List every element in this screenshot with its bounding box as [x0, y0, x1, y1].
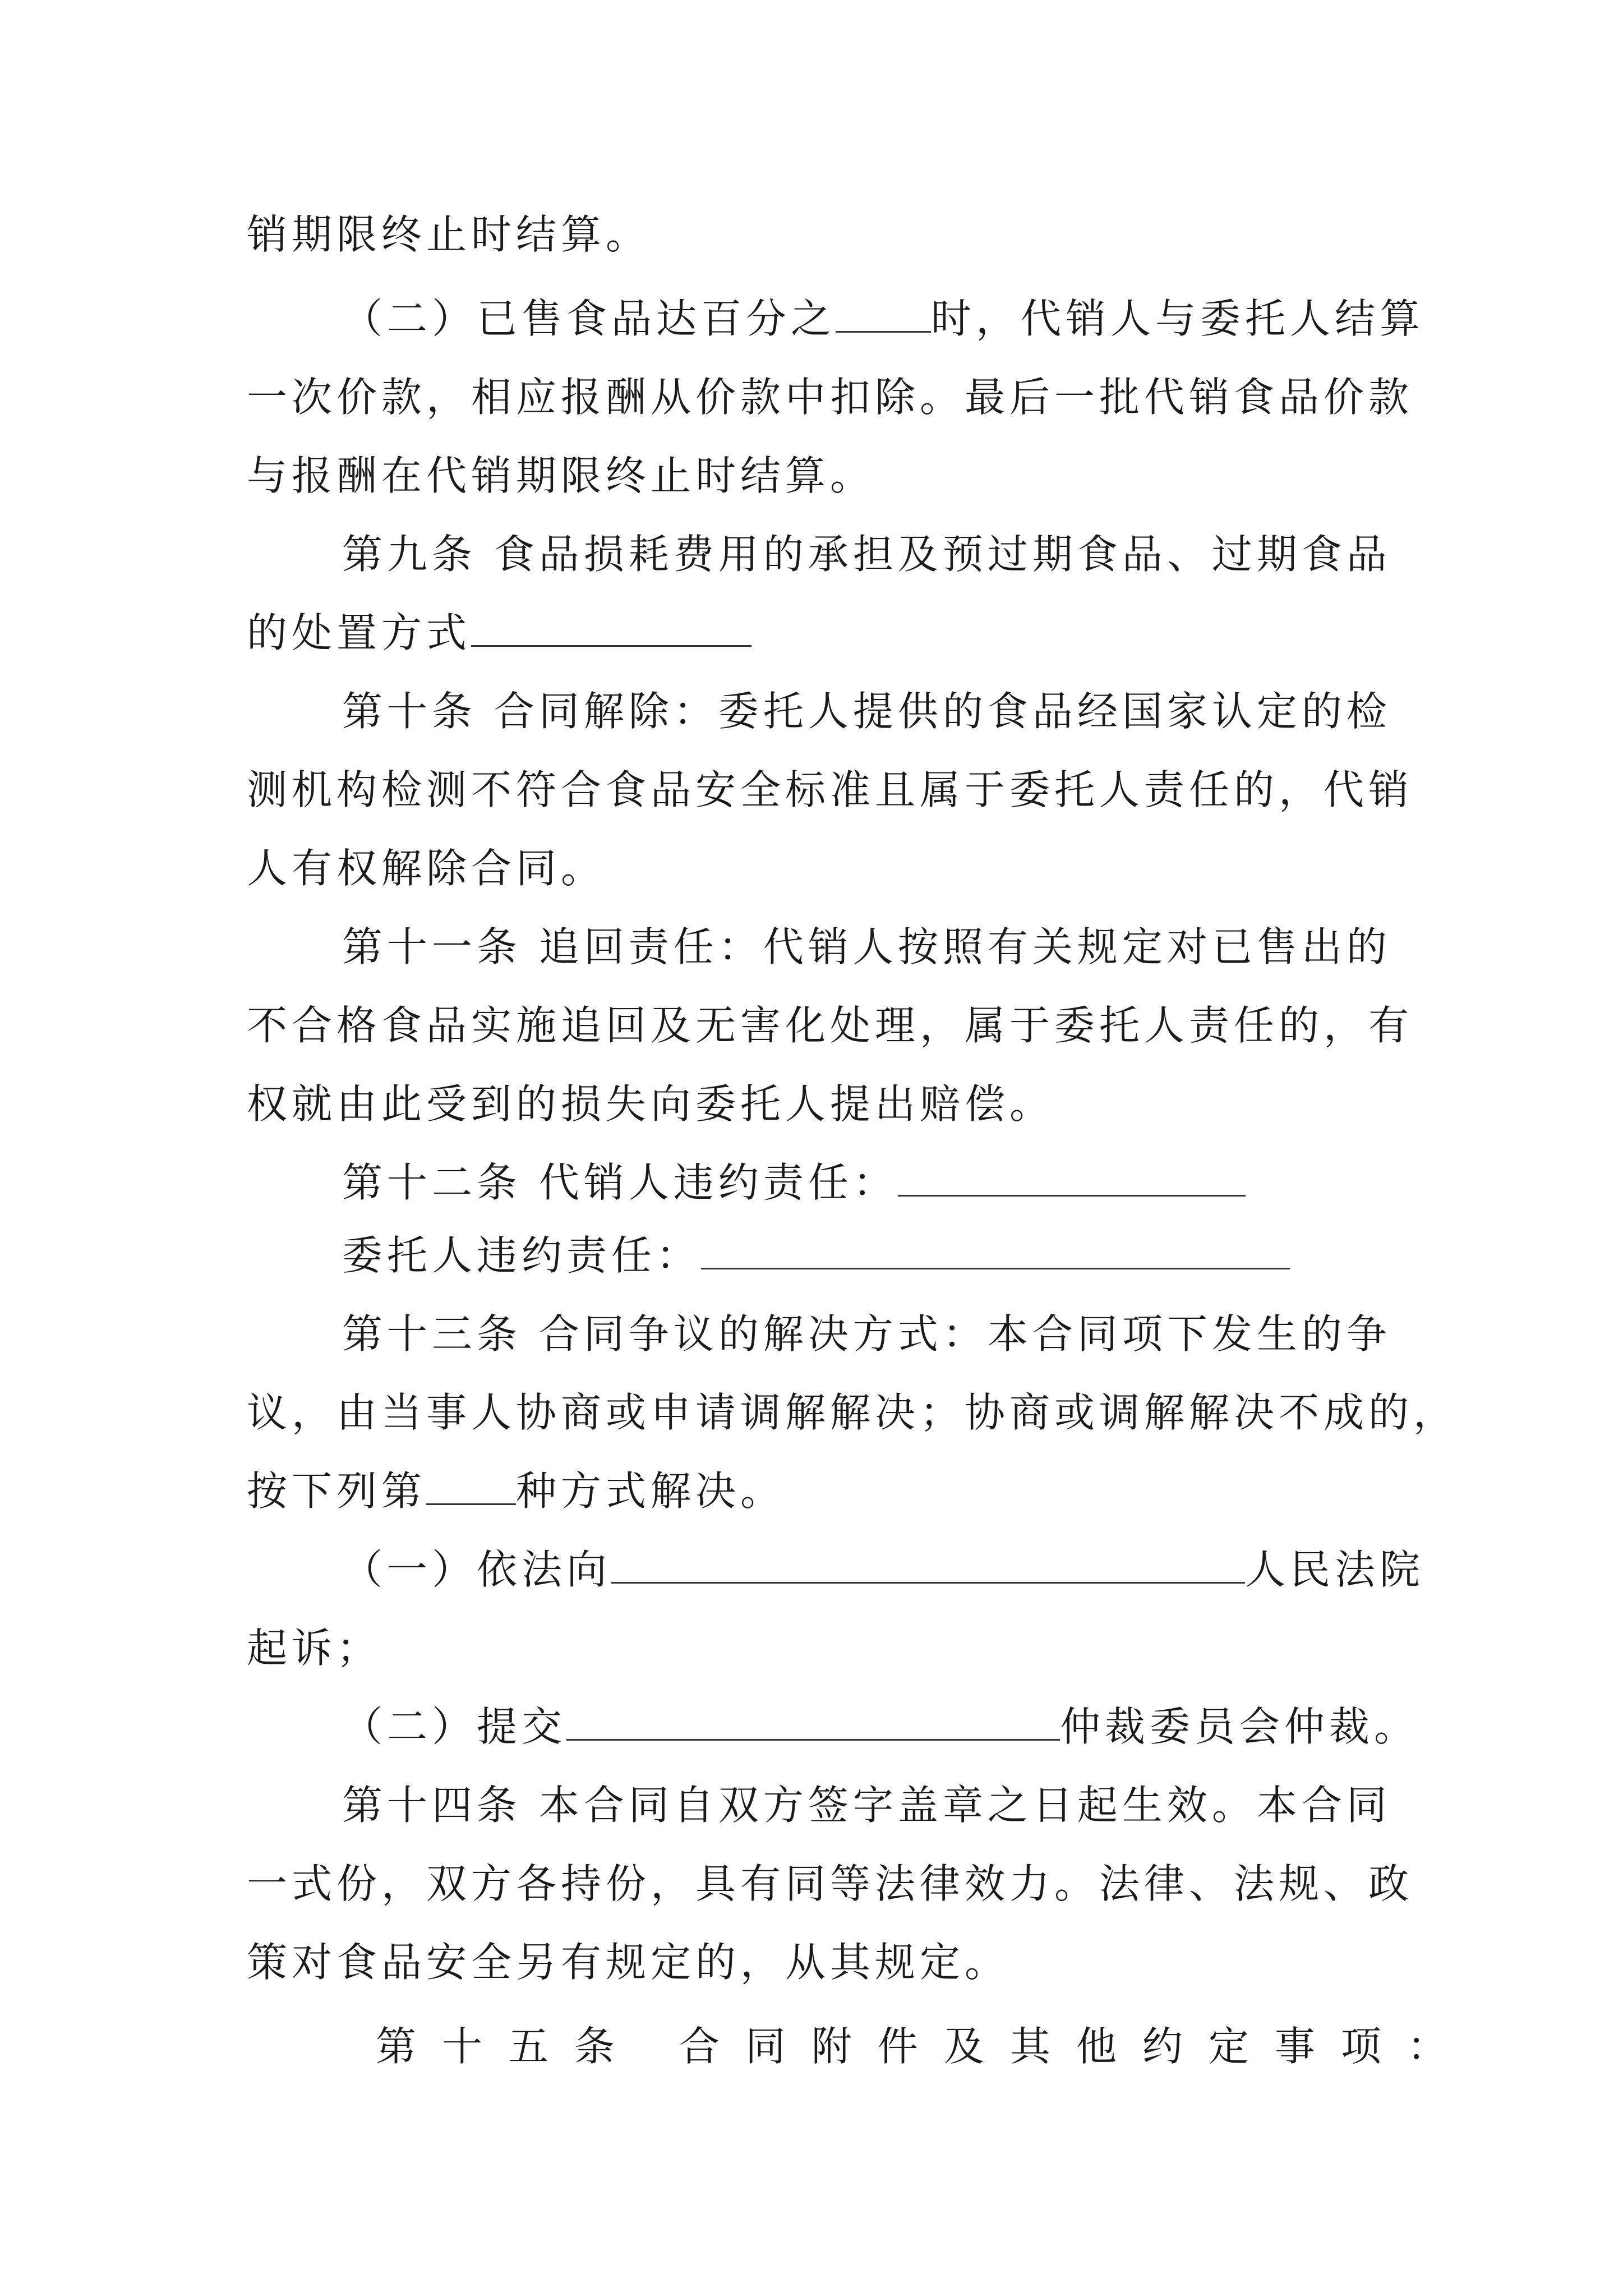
- text-segment: 委托人违约责任：: [342, 1232, 702, 1279]
- paragraph-line: [247, 370, 1414, 424]
- fill-in-blank: [426, 1464, 516, 1505]
- paragraph-line: [342, 1700, 1486, 1754]
- text-segment: 起诉；: [247, 1625, 382, 1672]
- paragraph-line: [342, 292, 1486, 346]
- paragraph-line: [342, 920, 1486, 974]
- text-segment: 第九条 食品损耗费用的承担及预过期食品、过期食品: [342, 531, 1391, 578]
- paragraph-line: [247, 763, 1414, 817]
- paragraph-line: [247, 1077, 1391, 1131]
- fill-in-blank: [566, 1700, 1060, 1741]
- text-segment: 仲裁委员会仲裁。: [1060, 1703, 1419, 1750]
- paragraph-line: [247, 1857, 1414, 1911]
- fill-in-blank: [898, 1156, 1246, 1197]
- fill-in-blank: [471, 606, 751, 647]
- text-segment: （一）依法向: [342, 1546, 612, 1593]
- text-segment: 策对食品安全另有规定的，从其规定。: [247, 1939, 1010, 1986]
- text-segment: 种方式解决。: [516, 1467, 786, 1515]
- text-segment: 议，由当事人协商或申请调解解决；协商或调解解决不成的，: [247, 1389, 1459, 1436]
- paragraph-line: [342, 1228, 1486, 1282]
- text-segment: 第十一条 追回责任：代销人按照有关规定对已售出的: [342, 923, 1391, 970]
- text-segment: 销期限终止时结算。: [247, 211, 651, 258]
- text-segment: 与报酬在代销期限终止时结算。: [247, 452, 875, 499]
- text-segment: 的处置方式: [247, 609, 472, 656]
- text-segment: 按下列第: [247, 1467, 427, 1515]
- text-segment: 一式份，双方各持份，具有同等法律效力。法律、法规、政: [247, 1860, 1414, 1907]
- paragraph-line: [342, 1543, 1486, 1596]
- text-segment: （二）已售食品达百分之: [342, 295, 836, 342]
- fill-in-blank: [836, 292, 931, 333]
- paragraph-line: [247, 449, 1391, 503]
- text-segment: （二）提交: [342, 1703, 567, 1750]
- paragraph-line: [247, 606, 1391, 660]
- text-segment: 一次价款，相应报酬从价款中扣除。最后一批代销食品价款: [247, 374, 1414, 421]
- text-segment: 时，代销人与委托人结算: [931, 295, 1425, 342]
- text-segment: 人民法院: [1245, 1546, 1425, 1593]
- paragraph-line: [247, 1621, 1391, 1675]
- text-segment: 不合格食品实施追回及无害化处理，属于委托人责任的，有: [247, 1002, 1414, 1049]
- text-segment: 第十四条 本合同自双方签字盖章之日起生效。本合同: [342, 1782, 1391, 1829]
- text-segment: 第十二条 代销人违约责任：: [342, 1159, 898, 1206]
- paragraph-line: [376, 2019, 1520, 2073]
- paragraph-line: [342, 684, 1486, 738]
- paragraph-line: [247, 1386, 1459, 1439]
- fill-in-blank: [701, 1228, 1290, 1269]
- paragraph-line: [342, 1156, 1486, 1209]
- paragraph-line: [247, 208, 1391, 261]
- paragraph-line: [247, 1464, 1391, 1518]
- paragraph-line: [342, 1778, 1486, 1832]
- fill-in-blank: [611, 1543, 1245, 1584]
- text-segment: 第十三条 合同争议的解决方式：本合同项下发生的争: [342, 1310, 1391, 1358]
- text-segment: 测机构检测不符合食品安全标准且属于委托人责任的，代销: [247, 766, 1414, 813]
- paragraph-line: [247, 1935, 1391, 1989]
- paragraph-line: [247, 999, 1414, 1052]
- paragraph-line: [342, 1307, 1486, 1361]
- text-segment: 权就由此受到的损失向委托人提出赔偿。: [247, 1080, 1055, 1128]
- text-segment: 第十五条 合同附件及其他约定事项：: [376, 2023, 1473, 2070]
- text-segment: 第十条 合同解除：委托人提供的食品经国家认定的检: [342, 688, 1391, 735]
- paragraph-line: [247, 841, 1391, 895]
- paragraph-line: [342, 527, 1486, 581]
- text-segment: 人有权解除合同。: [247, 845, 606, 892]
